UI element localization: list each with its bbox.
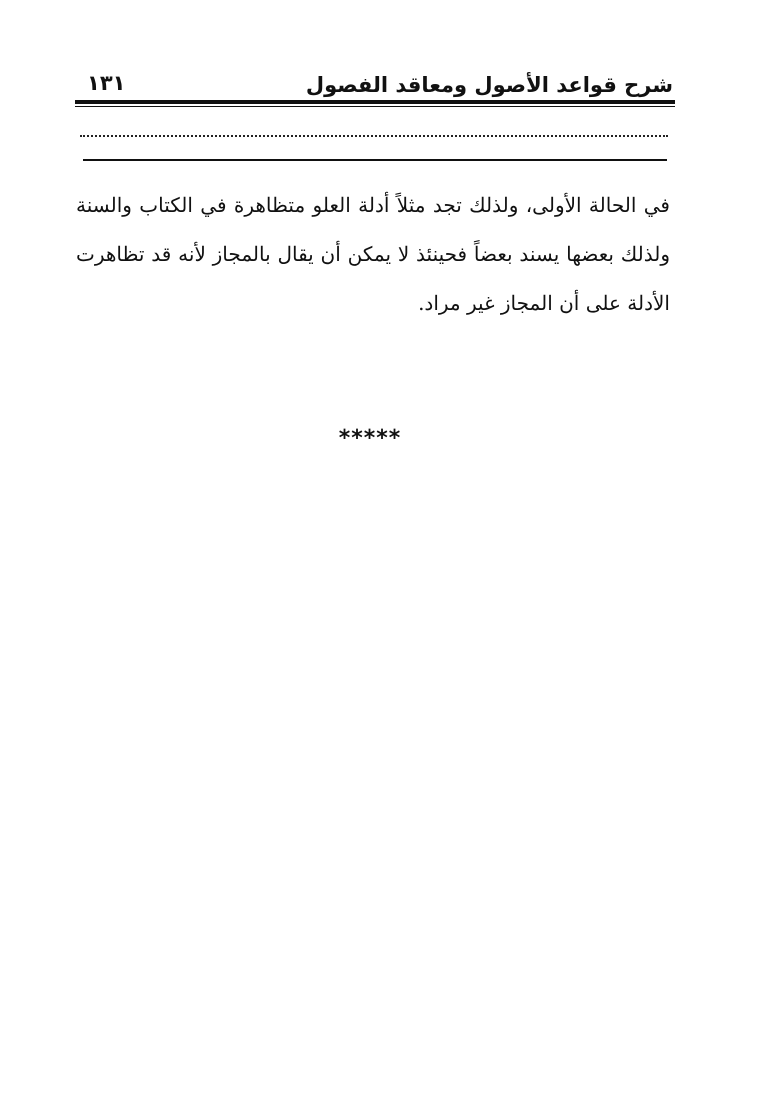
section-end-mark: *****: [338, 426, 402, 451]
footnote-separator: [83, 159, 667, 161]
header-rule-thin: [75, 106, 675, 107]
body-paragraph: في الحالة الأولى، ولذلك تجد مثلاً أدلة العلو متظاهرة في الكتاب والسنة ولذلك بعضها يسند بعضاً فحينئذ لا يمكن أن يقال بالمجاز لأنه قد تظاهرت الأدلة على أن المجاز غير مراد.: [76, 193, 670, 315]
header-rule-thick: [75, 100, 675, 104]
page-header: [75, 62, 675, 102]
running-title: شرح قواعد الأصول ومعاقد الفصول: [305, 73, 673, 97]
page-number: ١٣١: [87, 71, 126, 95]
dotted-divider: [80, 135, 668, 137]
